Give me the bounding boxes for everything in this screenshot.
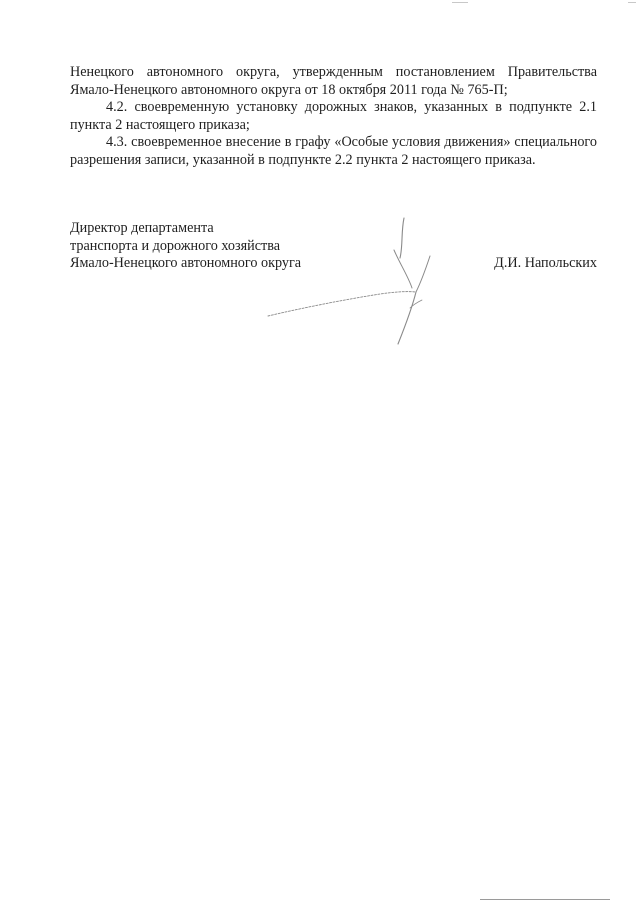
signer-title-line-1: Директор департамента [70,220,214,236]
signer-title-line-3: Ямало-Ненецкого автономного округа [70,255,302,272]
paragraph-4-2: 4.2. своевременную установку дорожных знаков, указанных в подпункте 2.1 пункта 2 настоящего приказа; [70,99,597,133]
signer-title-line-2: транспорта и дорожного хозяйства [70,237,281,254]
paragraph-4-3: 4.3. своевременное внесение в графу «Особые условия движения» специального разрешения записи, указанной в подпункте 2.2 пункта 2 настоящего приказа. [70,134,597,168]
signer-name: Д.И. Напольских [494,255,597,271]
scan-artifact [628,2,636,3]
scan-artifact [452,2,468,3]
footer-rule [480,899,610,900]
paragraph-continuation: Ненецкого автономного округа, утвержденным постановлением Правительства Ямало-Ненецкого автономного округа от 18 октября 2011 года № 765-П; [70,64,597,98]
handwritten-signature [262,212,452,352]
document-body [70,64,597,170]
